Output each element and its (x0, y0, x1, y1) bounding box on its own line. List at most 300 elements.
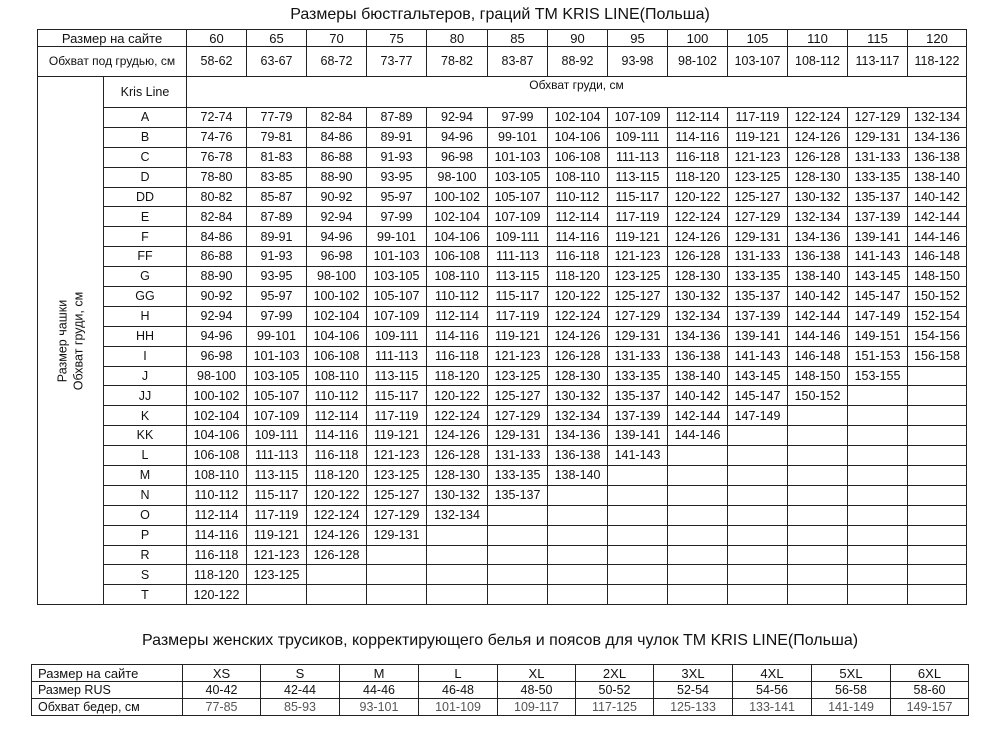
bust-cell: 120-122 (548, 287, 608, 307)
size-cell: 115 (848, 30, 908, 47)
bust-cell (608, 545, 668, 565)
bust-cell: 136-138 (548, 446, 608, 466)
bust-cell: 80-82 (187, 187, 247, 207)
bust-cell: 135-137 (488, 485, 548, 505)
bust-cell: 128-130 (427, 466, 488, 486)
bust-cell (548, 505, 608, 525)
bust-cell: 91-93 (367, 147, 427, 167)
bust-cell (728, 485, 788, 505)
underbust-cell: 88-92 (548, 47, 608, 77)
bust-cell: 122-124 (427, 406, 488, 426)
underbust-cell: 103-107 (728, 47, 788, 77)
cup-row (38, 505, 967, 525)
bust-cell: 84-86 (307, 127, 367, 147)
bust-cell (848, 545, 908, 565)
bust-cell (668, 466, 728, 486)
bra-size-table (37, 29, 967, 605)
bust-cell: 110-112 (187, 485, 247, 505)
bust-cell: 122-124 (788, 108, 848, 128)
bust-cell: 108-110 (548, 167, 608, 187)
bust-cell: 98-100 (427, 167, 488, 187)
bust-cell: 104-106 (427, 227, 488, 247)
bust-cell (788, 406, 848, 426)
bust-cell (668, 505, 728, 525)
bust-cell: 102-104 (548, 108, 608, 128)
size-cell: 75 (367, 30, 427, 47)
bust-cell: 129-131 (728, 227, 788, 247)
bra-table-body (38, 30, 967, 605)
bust-cell: 109-111 (247, 426, 307, 446)
bust-cell: 123-125 (247, 565, 307, 585)
pants-size-cell: S (261, 665, 340, 682)
bust-cell: 137-139 (848, 207, 908, 227)
bust-cell (488, 565, 548, 585)
bust-cell (728, 466, 788, 486)
bust-cell: 136-138 (668, 346, 728, 366)
bust-cell: 116-118 (427, 346, 488, 366)
bust-cell (788, 545, 848, 565)
bust-cell: 90-92 (187, 287, 247, 307)
bust-cell: 115-117 (367, 386, 427, 406)
size-cell: 65 (247, 30, 307, 47)
bust-cell: 97-99 (367, 207, 427, 227)
bust-cell (427, 525, 488, 545)
cup-label: JJ (104, 386, 187, 406)
underbust-cell: 108-112 (788, 47, 848, 77)
cup-label: M (104, 466, 187, 486)
bust-cell: 113-115 (367, 366, 427, 386)
bust-cell: 119-121 (247, 525, 307, 545)
bust-cell: 118-120 (187, 565, 247, 585)
pants-hips-cell: 117-125 (576, 699, 654, 716)
bust-cell: 123-125 (367, 466, 427, 486)
cup-row (38, 287, 967, 307)
bust-cell: 138-140 (788, 267, 848, 287)
bust-cell: 140-142 (788, 287, 848, 307)
bust-cell: 142-144 (908, 207, 967, 227)
pants-size-cell: 3XL (654, 665, 733, 682)
bust-cell (608, 485, 668, 505)
bust-cell: 107-109 (247, 406, 307, 426)
cup-row (38, 485, 967, 505)
bust-cell: 103-105 (247, 366, 307, 386)
bust-cell: 74-76 (187, 127, 247, 147)
bust-header-row (38, 77, 967, 108)
bust-cell: 126-128 (427, 446, 488, 466)
bust-cell: 118-120 (668, 167, 728, 187)
bust-cell (608, 565, 668, 585)
bust-cell: 115-117 (608, 187, 668, 207)
underbust-cell: 78-82 (427, 47, 488, 77)
pants-rus-row (32, 682, 969, 699)
brand-label: Kris Line (104, 77, 187, 108)
bust-cell: 138-140 (548, 466, 608, 486)
bust-cell: 126-128 (548, 346, 608, 366)
bust-cell (908, 505, 967, 525)
bust-cell (668, 525, 728, 545)
bust-cell: 83-85 (247, 167, 307, 187)
cup-label: T (104, 585, 187, 605)
bust-cell (367, 565, 427, 585)
underbust-cell: 83-87 (488, 47, 548, 77)
bust-cell: 121-123 (608, 247, 668, 267)
cup-row (38, 326, 967, 346)
cup-label: KK (104, 426, 187, 446)
bust-cell: 108-110 (307, 366, 367, 386)
bust-cell: 124-126 (548, 326, 608, 346)
size-cell: 120 (908, 30, 967, 47)
bust-cell: 117-119 (608, 207, 668, 227)
bust-cell: 111-113 (488, 247, 548, 267)
pants-size-cell: 4XL (733, 665, 812, 682)
underbust-row (38, 47, 967, 77)
pants-rus-cell: 50-52 (576, 682, 654, 699)
bust-cell: 111-113 (608, 147, 668, 167)
bust-cell: 156-158 (908, 346, 967, 366)
bust-cell (427, 585, 488, 605)
bust-cell: 114-116 (427, 326, 488, 346)
pants-size-cell: XL (498, 665, 576, 682)
bust-cell (307, 585, 367, 605)
cup-row (38, 406, 967, 426)
bust-cell: 109-111 (488, 227, 548, 247)
bust-cell: 94-96 (427, 127, 488, 147)
bust-cell: 85-87 (247, 187, 307, 207)
cup-row (38, 585, 967, 605)
bust-cell: 142-144 (788, 306, 848, 326)
bust-cell: 111-113 (247, 446, 307, 466)
bust-cell: 121-123 (728, 147, 788, 167)
bust-cell: 89-91 (367, 127, 427, 147)
pants-rus-cell: 44-46 (340, 682, 419, 699)
bust-cell: 111-113 (367, 346, 427, 366)
bust-cell (848, 466, 908, 486)
size-cell: 105 (728, 30, 788, 47)
bust-cell: 110-112 (307, 386, 367, 406)
bust-cell (668, 446, 728, 466)
cup-label: P (104, 525, 187, 545)
bust-cell: 95-97 (367, 187, 427, 207)
bust-cell: 86-88 (307, 147, 367, 167)
bust-cell: 138-140 (908, 167, 967, 187)
bust-cell: 91-93 (247, 247, 307, 267)
bust-cell: 116-118 (307, 446, 367, 466)
bust-cell: 144-146 (668, 426, 728, 446)
underbust-cell: 93-98 (608, 47, 668, 77)
pants-hips-cell: 93-101 (340, 699, 419, 716)
bust-cell: 145-147 (848, 287, 908, 307)
bust-cell: 148-150 (908, 267, 967, 287)
cup-row (38, 426, 967, 446)
bust-cell: 129-131 (608, 326, 668, 346)
bust-cell: 108-110 (427, 267, 488, 287)
bust-cell: 121-123 (367, 446, 427, 466)
pants-rus-label: Размер RUS (32, 682, 183, 699)
bust-cell: 119-121 (367, 426, 427, 446)
bust-cell: 105-107 (367, 287, 427, 307)
cup-row (38, 127, 967, 147)
cup-label: J (104, 366, 187, 386)
bust-cell: 130-132 (668, 287, 728, 307)
bust-cell: 125-127 (488, 386, 548, 406)
bust-cell (728, 565, 788, 585)
bust-cell: 116-118 (187, 545, 247, 565)
bust-cell: 102-104 (187, 406, 247, 426)
bust-cell (848, 585, 908, 605)
bust-cell: 112-114 (187, 505, 247, 525)
bust-cell: 145-147 (728, 386, 788, 406)
bust-cell: 90-92 (307, 187, 367, 207)
bust-cell: 132-134 (668, 306, 728, 326)
bust-cell: 131-133 (848, 147, 908, 167)
cup-row (38, 267, 967, 287)
pants-rus-cell: 58-60 (891, 682, 969, 699)
bust-cell: 135-137 (608, 386, 668, 406)
bust-cell (908, 545, 967, 565)
bust-cell: 117-119 (728, 108, 788, 128)
pants-rus-cell: 52-54 (654, 682, 733, 699)
bust-cell: 122-124 (548, 306, 608, 326)
bust-cell: 153-155 (848, 366, 908, 386)
bust-cell: 88-90 (187, 267, 247, 287)
bust-cell: 119-121 (488, 326, 548, 346)
cup-label: C (104, 147, 187, 167)
bust-cell (908, 485, 967, 505)
bust-cell: 126-128 (307, 545, 367, 565)
pants-rus-cell: 42-44 (261, 682, 340, 699)
pants-size-row (32, 665, 969, 682)
bust-cell: 101-103 (247, 346, 307, 366)
cup-label: A (104, 108, 187, 128)
bust-cell (908, 426, 967, 446)
bust-cell: 131-133 (488, 446, 548, 466)
bust-cell: 98-100 (307, 267, 367, 287)
pants-size-cell: M (340, 665, 419, 682)
bust-cell (608, 466, 668, 486)
bust-cell (608, 525, 668, 545)
underbust-cell: 73-77 (367, 47, 427, 77)
bust-cell: 107-109 (608, 108, 668, 128)
bust-cell: 131-133 (728, 247, 788, 267)
bust-cell: 100-102 (187, 386, 247, 406)
bust-cell: 98-100 (187, 366, 247, 386)
pants-size-label: Размер на сайте (32, 665, 183, 682)
bust-cell: 130-132 (548, 386, 608, 406)
bust-cell: 89-91 (247, 227, 307, 247)
cup-row (38, 545, 967, 565)
bust-cell: 139-141 (848, 227, 908, 247)
bust-cell: 97-99 (247, 306, 307, 326)
bust-cell: 106-108 (187, 446, 247, 466)
bust-cell: 120-122 (187, 585, 247, 605)
bust-cell: 76-78 (187, 147, 247, 167)
underbust-cell: 63-67 (247, 47, 307, 77)
bust-cell: 143-145 (848, 267, 908, 287)
bust-cell: 104-106 (187, 426, 247, 446)
cup-row (38, 108, 967, 128)
bust-cell (488, 585, 548, 605)
size-row-label: Размер на сайте (38, 30, 187, 47)
bust-cell: 129-131 (367, 525, 427, 545)
bust-cell: 138-140 (668, 366, 728, 386)
bust-cell: 131-133 (608, 346, 668, 366)
bust-cell (728, 446, 788, 466)
bust-cell: 123-125 (608, 267, 668, 287)
bust-cell: 116-118 (668, 147, 728, 167)
bust-cell (548, 525, 608, 545)
bust-cell: 134-136 (668, 326, 728, 346)
bust-cell: 110-112 (427, 287, 488, 307)
bust-cell (668, 545, 728, 565)
bust-cell (668, 485, 728, 505)
bust-cell: 107-109 (367, 306, 427, 326)
bust-cell: 146-148 (908, 247, 967, 267)
bust-cell: 133-135 (608, 366, 668, 386)
bust-cell: 92-94 (427, 108, 488, 128)
bust-cell: 102-104 (307, 306, 367, 326)
bust-cell: 100-102 (307, 287, 367, 307)
pants-rus-cell: 56-58 (812, 682, 891, 699)
cup-label: FF (104, 247, 187, 267)
underbust-cell: 68-72 (307, 47, 367, 77)
bust-cell: 125-127 (367, 485, 427, 505)
bust-cell: 110-112 (548, 187, 608, 207)
cup-row (38, 187, 967, 207)
pants-rus-cell: 46-48 (419, 682, 498, 699)
bust-cell: 104-106 (548, 127, 608, 147)
bust-cell (608, 505, 668, 525)
cup-label: DD (104, 187, 187, 207)
bust-cell: 151-153 (848, 346, 908, 366)
bust-cell: 108-110 (187, 466, 247, 486)
bust-cell: 139-141 (728, 326, 788, 346)
bust-cell: 117-119 (247, 505, 307, 525)
bust-cell: 120-122 (427, 386, 488, 406)
bust-cell: 124-126 (307, 525, 367, 545)
cup-row (38, 147, 967, 167)
cup-label: I (104, 346, 187, 366)
bust-cell: 97-99 (488, 108, 548, 128)
bust-cell: 135-137 (728, 287, 788, 307)
cup-row (38, 227, 967, 247)
cup-label: GG (104, 287, 187, 307)
underbust-cell: 58-62 (187, 47, 247, 77)
pants-table-title: Размеры женских трусиков, корректирующего белья и поясов для чулок ТМ KRIS LINE(Польша) (141, 632, 859, 649)
bust-cell (427, 565, 488, 585)
cup-label: K (104, 406, 187, 426)
bust-cell: 118-120 (548, 267, 608, 287)
bust-cell (247, 585, 307, 605)
bust-cell: 150-152 (788, 386, 848, 406)
bust-cell: 137-139 (608, 406, 668, 426)
bust-cell: 96-98 (427, 147, 488, 167)
bust-cell: 132-134 (788, 207, 848, 227)
bust-cell: 133-135 (848, 167, 908, 187)
cup-label: R (104, 545, 187, 565)
bust-cell: 104-106 (307, 326, 367, 346)
bust-cell: 112-114 (307, 406, 367, 426)
bust-cell: 127-129 (367, 505, 427, 525)
bust-cell (788, 446, 848, 466)
cup-label: HH (104, 326, 187, 346)
bust-cell (908, 525, 967, 545)
bust-cell: 72-74 (187, 108, 247, 128)
bust-cell: 134-136 (548, 426, 608, 446)
bust-cell: 112-114 (668, 108, 728, 128)
bust-cell: 101-103 (367, 247, 427, 267)
bust-cell: 146-148 (788, 346, 848, 366)
bust-cell (548, 485, 608, 505)
bust-cell: 93-95 (247, 267, 307, 287)
bust-cell: 140-142 (908, 187, 967, 207)
cup-row (38, 247, 967, 267)
bust-cell: 94-96 (187, 326, 247, 346)
bust-cell: 118-120 (307, 466, 367, 486)
size-cell: 95 (608, 30, 668, 47)
bust-cell: 113-115 (608, 167, 668, 187)
bust-cell: 152-154 (908, 306, 967, 326)
bust-cell (908, 466, 967, 486)
pants-size-cell: 6XL (891, 665, 969, 682)
pants-hips-label: Обхват бедер, см (32, 699, 183, 716)
bust-cell (728, 505, 788, 525)
cup-row (38, 446, 967, 466)
size-cell: 60 (187, 30, 247, 47)
bust-cell: 124-126 (668, 227, 728, 247)
bust-cell: 126-128 (668, 247, 728, 267)
bust-cell (908, 386, 967, 406)
bust-cell (908, 366, 967, 386)
bust-cell: 115-117 (247, 485, 307, 505)
bust-cell (427, 545, 488, 565)
bust-cell: 144-146 (788, 326, 848, 346)
cup-row (38, 466, 967, 486)
bust-cell: 94-96 (307, 227, 367, 247)
cup-row (38, 525, 967, 545)
pants-hips-cell: 77-85 (183, 699, 261, 716)
bust-cell: 128-130 (788, 167, 848, 187)
bust-cell (788, 426, 848, 446)
bust-cell: 124-126 (427, 426, 488, 446)
bust-cell: 77-79 (247, 108, 307, 128)
bust-cell: 127-129 (608, 306, 668, 326)
bust-cell: 107-109 (488, 207, 548, 227)
size-cell: 110 (788, 30, 848, 47)
bust-cell: 128-130 (668, 267, 728, 287)
pants-size-cell: 2XL (576, 665, 654, 682)
bust-cell: 95-97 (247, 287, 307, 307)
bust-cell: 96-98 (187, 346, 247, 366)
bust-cell: 120-122 (307, 485, 367, 505)
side-label (55, 291, 86, 389)
bust-cell: 106-108 (307, 346, 367, 366)
bust-cell (788, 485, 848, 505)
pants-size-table (31, 664, 969, 716)
bust-cell: 119-121 (608, 227, 668, 247)
bust-header: Обхват груди, см (187, 77, 967, 108)
bust-cell (668, 565, 728, 585)
bust-cell: 125-127 (608, 287, 668, 307)
bust-cell: 132-134 (908, 108, 967, 128)
bust-cell: 79-81 (247, 127, 307, 147)
bra-table-title: Размеры бюстгальтеров, граций ТМ KRIS LINE(Польша) (290, 6, 710, 23)
bust-cell: 109-111 (367, 326, 427, 346)
bust-cell: 88-90 (307, 167, 367, 187)
bust-cell (488, 525, 548, 545)
bust-cell: 132-134 (548, 406, 608, 426)
pants-hips-row (32, 699, 969, 716)
bust-cell (307, 565, 367, 585)
